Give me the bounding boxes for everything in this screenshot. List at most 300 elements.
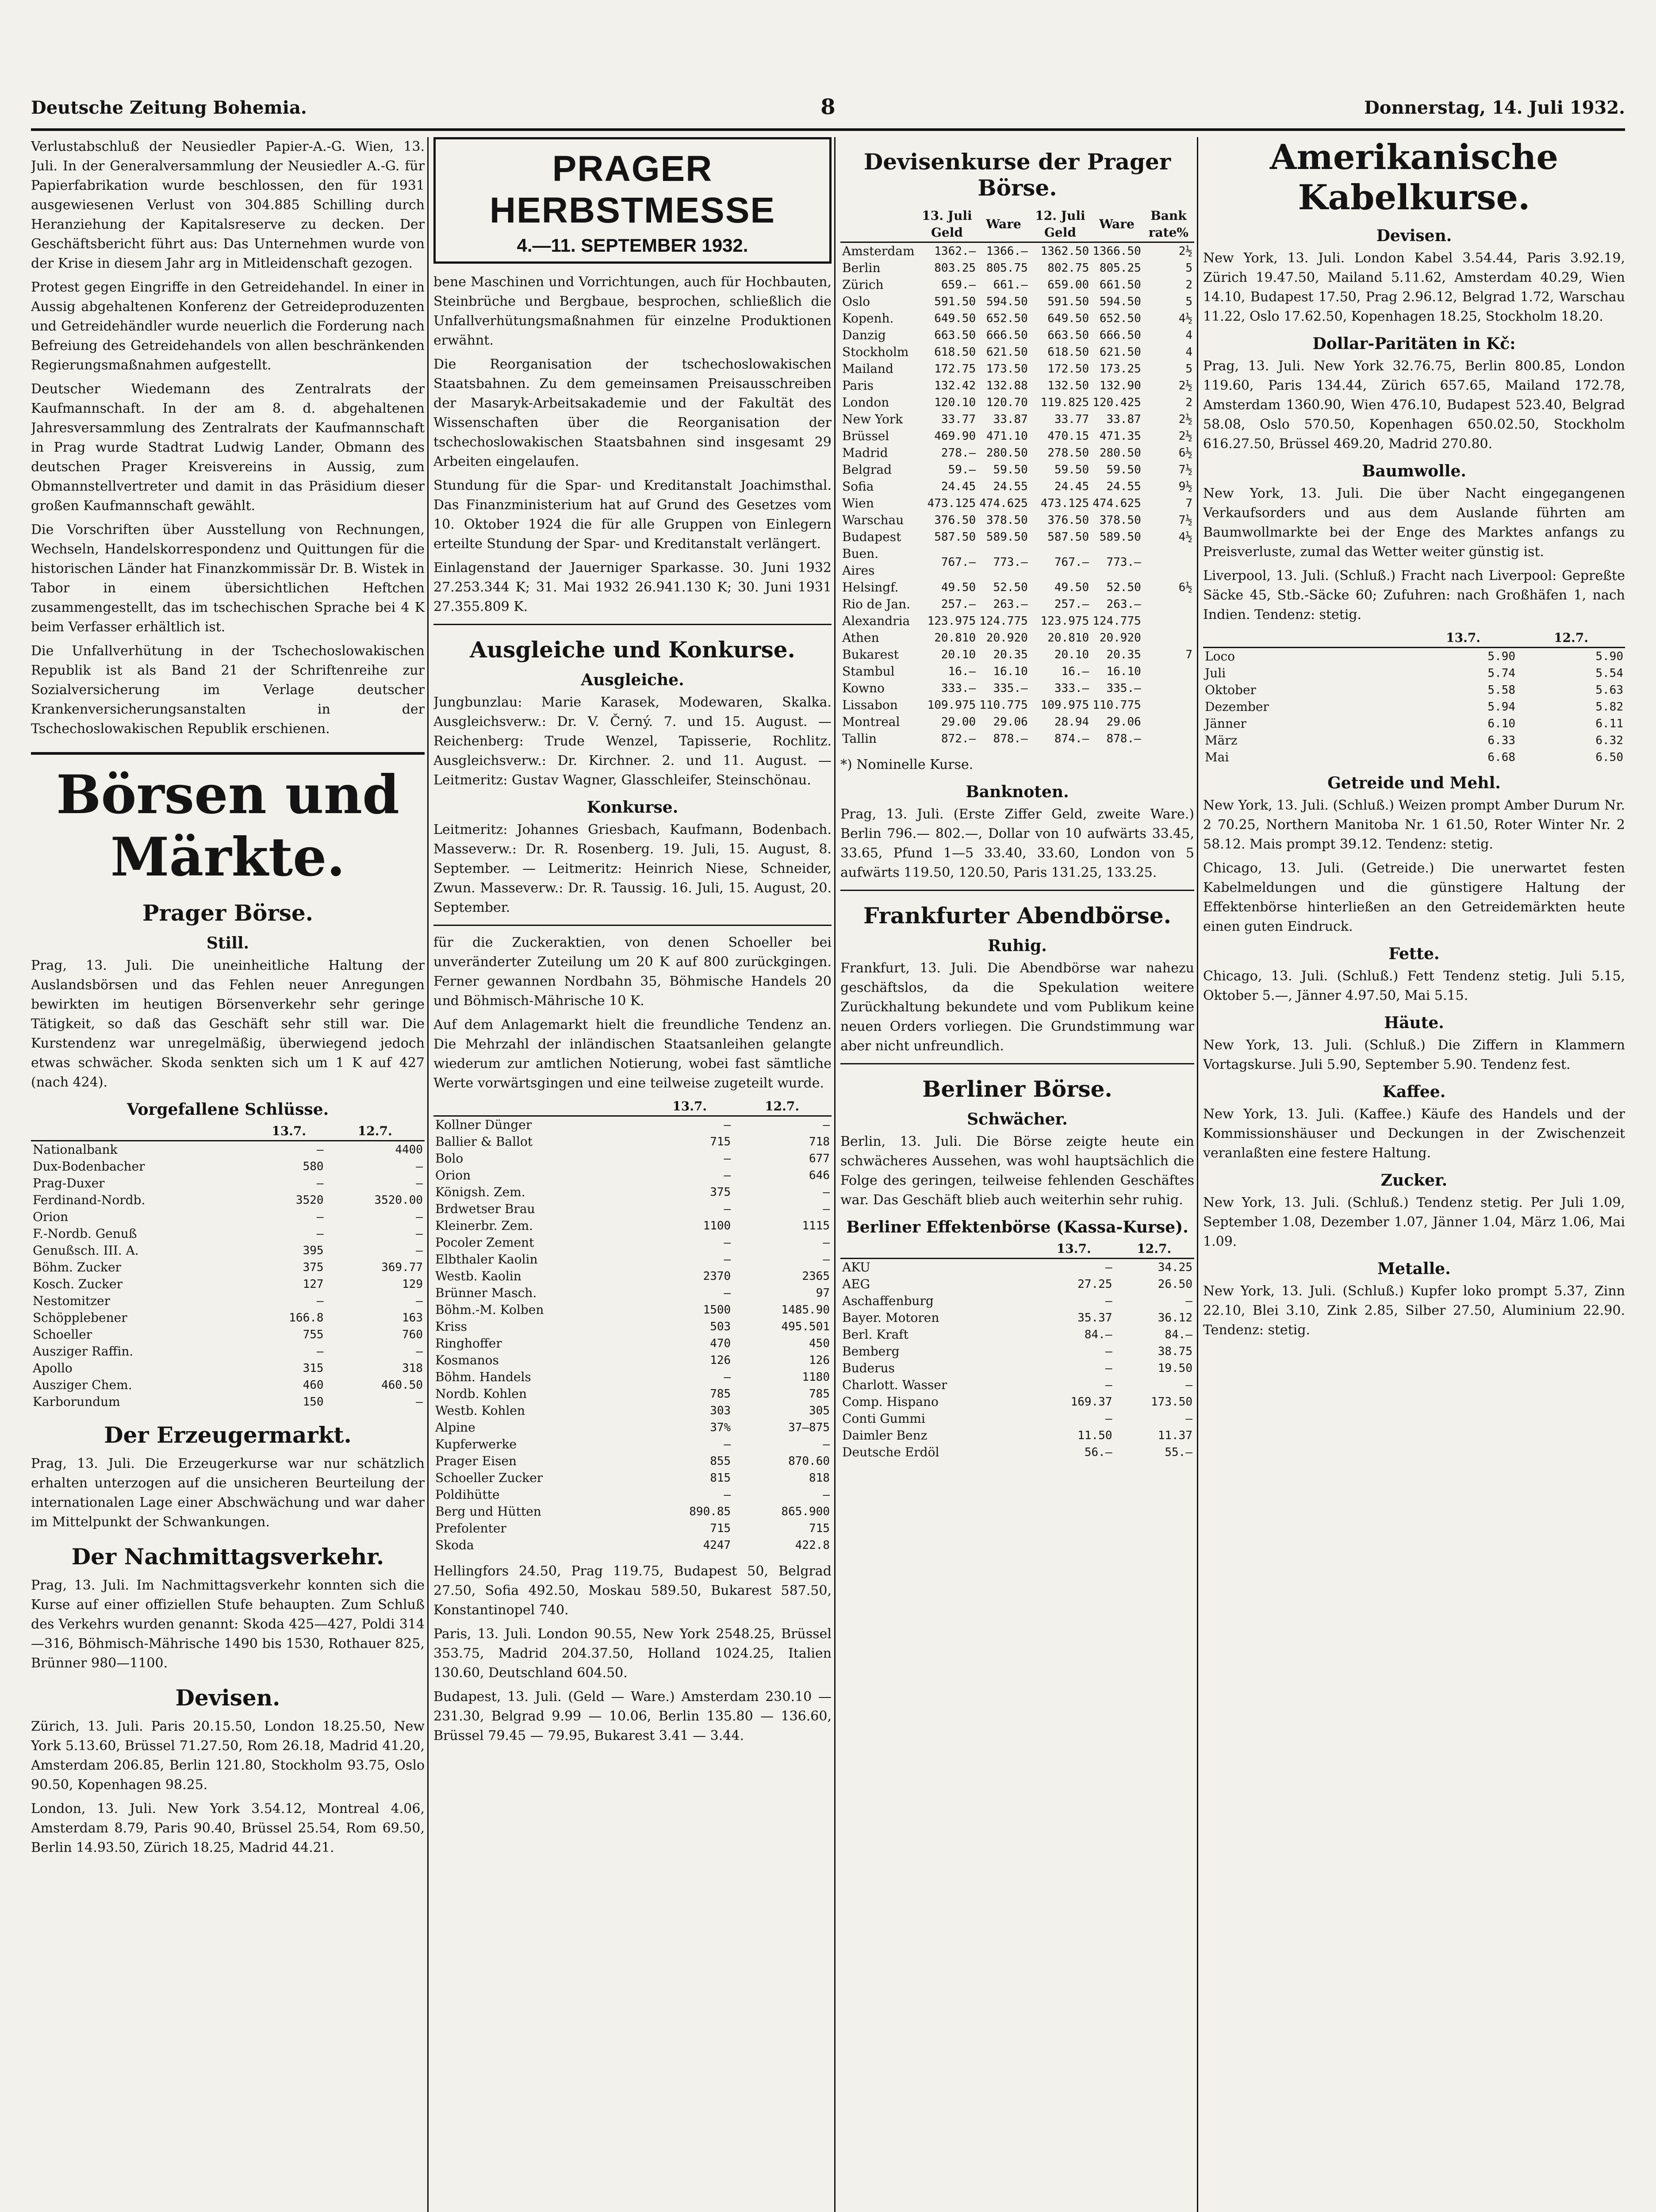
cell-value: 126 — [809, 1354, 830, 1367]
table-row — [840, 1444, 1194, 1461]
table-row — [840, 1394, 1194, 1410]
cell-value: — — [823, 1438, 830, 1451]
cell-name: Loco — [1205, 649, 1235, 664]
cell-value: — — [724, 1253, 731, 1266]
table-row — [31, 1158, 425, 1175]
cell-value: 20.10 — [941, 648, 976, 661]
article-paragraph: Liverpool, 13. Juli. (Schluß.) Fracht nach Liverpool: Gepreßte Säcke 45, Stb.-Säcke 60; Zufuhren: nach Großhäfen 1, nach Indien. Tendenz: stetig. — [1203, 568, 1625, 622]
cell-value: 2½ — [1178, 413, 1192, 426]
article-paragraph: Budapest, 13. Juli. (Geld — Ware.) Amsterdam 230.10 — 231.30, Belgrad 9.99 — 10.06, Berlin 135.80 — 136.60, Brüssel 79.45 — 79.95, Bukarest 3.41 — 3.44. — [433, 1689, 832, 1743]
cell-value: 659.00 — [1047, 278, 1089, 292]
table-heading: Vorgefallene Schlüsse. — [126, 1100, 329, 1119]
cell-value: 474.625 — [1092, 497, 1141, 510]
cell-value: — — [1105, 1379, 1112, 1392]
cell-name: Mai — [1205, 750, 1229, 764]
table-row — [31, 1242, 425, 1259]
cell-value: 257.— — [1054, 598, 1089, 611]
cell-value: 1485.90 — [781, 1303, 830, 1317]
cell-value: 878.— — [993, 732, 1028, 745]
cell-value: 663.50 — [1047, 329, 1089, 342]
cell-value: 4½ — [1178, 530, 1192, 544]
cell-value: 132.50 — [1047, 379, 1089, 392]
cell-value: 11.37 — [1158, 1429, 1192, 1442]
cell-value: — — [416, 1177, 423, 1190]
cell-value: 2 — [1185, 396, 1192, 409]
cell-value: 333.— — [1054, 682, 1089, 695]
cell-value: 120.425 — [1092, 396, 1141, 409]
cell-name: Amsterdam — [842, 244, 915, 258]
cell-value: 805.75 — [986, 261, 1028, 275]
cell-value: 890.85 — [689, 1505, 731, 1518]
cell-name: Madrid — [842, 445, 888, 460]
cell-name: Bemberg — [842, 1344, 900, 1359]
cell-value: 52.50 — [993, 581, 1028, 594]
cell-name: F.-Nordb. Genuß — [33, 1226, 137, 1241]
article-subheading: Still. — [206, 934, 249, 952]
table-row — [840, 630, 1194, 646]
cell-value: 870.60 — [788, 1455, 830, 1468]
cell-value: 166.8 — [289, 1311, 324, 1325]
cell-name: Kupferwerke — [435, 1437, 517, 1452]
cell-value: 37—875 — [788, 1421, 830, 1434]
table-row — [840, 579, 1194, 596]
cell-name: Nationalbank — [33, 1142, 118, 1157]
table-row — [433, 1116, 832, 1134]
cell-value: 263.— — [1106, 598, 1141, 611]
cell-value: 127 — [303, 1278, 324, 1291]
cell-name: Bukarest — [842, 647, 899, 662]
table-row — [433, 1201, 832, 1217]
page-number: 8 — [820, 95, 836, 119]
table-header: 12.7. — [1517, 629, 1625, 648]
article-paragraph: für die Zuckeraktien, von denen Schoeller bei unveränderter Zuteilung um 20 K auf 800 zurückgingen. Ferner gewannen Nordbahn 35, Böhmische Handels 20 und Böhmisch-Mährische 10 K. — [433, 935, 832, 1009]
table-row — [433, 1268, 832, 1285]
cell-value: 805.25 — [1099, 261, 1141, 275]
cell-value: 20.35 — [1106, 648, 1141, 661]
cell-value: — — [823, 1202, 830, 1216]
stock-table — [840, 1240, 1194, 1461]
cell-name: Böhm.-M. Kolben — [435, 1302, 544, 1317]
cell-value: 26.50 — [1158, 1278, 1192, 1291]
cell-value: 378.50 — [986, 514, 1028, 527]
cell-value: — — [1105, 1261, 1112, 1274]
table-header: 13.7. — [1034, 1240, 1114, 1259]
table-row — [840, 445, 1194, 461]
table-row — [31, 1326, 425, 1343]
table-row — [840, 242, 1194, 260]
article-heading: Ausgleiche und Konkurse. — [470, 637, 795, 663]
table-row — [1203, 648, 1625, 665]
cell-value: 773.— — [993, 556, 1028, 569]
cell-name: Orion — [435, 1168, 471, 1183]
cell-value: 767.— — [1054, 556, 1089, 569]
table-row — [31, 1225, 425, 1242]
article-heading: Amerikanische Kabelkurse. — [1269, 137, 1559, 218]
table-header: Ware — [978, 207, 1030, 242]
cell-value: — — [1185, 1294, 1192, 1308]
cell-value: 1180 — [802, 1371, 830, 1384]
cell-name: Prag-Duxer — [33, 1176, 105, 1190]
article-paragraph: Prag, 13. Juli. (Erste Ziffer Geld, zweite Ware.) Berlin 796.— 802.—, Dollar von 10 aufwärts 33.45, 33.65, Pfund 1—5 33.40, 33.60, London von 5 aufwärts 119.50, 120.50, Paris 131.25, 133.25. — [840, 806, 1194, 880]
cell-value: 3520.00 — [374, 1194, 423, 1207]
cell-value: 1362.— — [934, 245, 976, 258]
cell-value: 7½ — [1178, 514, 1192, 527]
article-subheading: Schwächer. — [967, 1110, 1068, 1129]
table-row — [433, 1285, 832, 1302]
cell-value: 589.50 — [1099, 530, 1141, 544]
cell-name: Kopenh. — [842, 311, 894, 326]
cell-value: — — [823, 1236, 830, 1249]
table-header: 13.7. — [1409, 629, 1517, 648]
cell-value: 715 — [809, 1522, 830, 1535]
cell-value: 84.— — [1165, 1328, 1192, 1341]
cell-value: 20.35 — [993, 648, 1028, 661]
cell-value: — — [416, 1395, 423, 1409]
cell-value: 473.125 — [1040, 497, 1089, 510]
cell-name: Schoeller Zucker — [435, 1471, 543, 1485]
cell-value: 460 — [303, 1379, 324, 1392]
cell-value: 6½ — [1178, 581, 1192, 594]
article-paragraph: New York, 13. Juli. (Schluß.) Weizen prompt Amber Durum Nr. 2 70.25, Northern Manitoba Nr. 1 61.50, Roter Winter Nr. 2 58.12. Mais prompt 39.12. Tendenz: stetig. — [1203, 798, 1625, 852]
cell-value: 815 — [710, 1471, 731, 1485]
cell-name: Dux-Bodenbacher — [33, 1159, 145, 1174]
cell-value: 27.25 — [1077, 1278, 1112, 1291]
cell-value: 335.— — [993, 682, 1028, 695]
cell-value: 280.50 — [986, 446, 1028, 460]
cell-value: 24.45 — [1054, 480, 1089, 493]
table-row — [433, 1520, 832, 1537]
cell-value: 376.50 — [934, 514, 976, 527]
cell-value: 110.775 — [1092, 699, 1141, 712]
table-row — [31, 1394, 425, 1410]
table-row — [31, 1259, 425, 1276]
cell-name: Prefolenter — [435, 1521, 506, 1536]
cell-value: — — [316, 1143, 324, 1156]
cell-value: — — [416, 1210, 423, 1224]
cell-value: 470.15 — [1047, 430, 1089, 443]
cell-value: — — [724, 1371, 731, 1384]
cell-value: 460.50 — [381, 1379, 423, 1392]
cell-value: 38.75 — [1158, 1345, 1192, 1358]
cell-name: Oktober — [1205, 683, 1256, 697]
cell-value: 120.70 — [986, 396, 1028, 409]
cell-value: 470 — [710, 1337, 731, 1350]
cell-value: 169.37 — [1070, 1395, 1112, 1409]
table-row — [1203, 665, 1625, 682]
cell-value: 715 — [710, 1522, 731, 1535]
column-3 — [840, 137, 1194, 2212]
cell-name: Rio de Jan. — [842, 597, 911, 611]
cell-value: — — [1105, 1412, 1112, 1425]
cell-name: Jänner — [1205, 716, 1246, 731]
cell-value: — — [724, 1169, 731, 1182]
cell-value — [1143, 630, 1194, 646]
cell-value: 59.50 — [1054, 463, 1089, 476]
column-rule — [834, 137, 836, 2212]
cell-value: 278.— — [941, 446, 976, 460]
cell-value: 661.50 — [1099, 278, 1141, 292]
cell-value: 109.975 — [927, 699, 976, 712]
cell-value: 803.25 — [934, 261, 976, 275]
table-row — [840, 1427, 1194, 1444]
table-row — [840, 293, 1194, 310]
cell-value: 33.87 — [993, 413, 1028, 426]
article-heading: Frankfurter Abendbörse. — [863, 902, 1172, 929]
article-paragraph: New York, 13. Juli. Die über Nacht eingegangenen Verkaufsorders und aus dem Auslande führten am Baumwollmarkte bei der Enge des Marktes anfangs zu Preisverluste, zumal das Wetter weiter günstig ist. — [1203, 486, 1625, 560]
article-paragraph: New York, 13. Juli. (Schluß.) Die Ziffern in Klammern Vortagskurse. Juli 5.90, September 5.90. Tendenz fest. — [1203, 1037, 1625, 1072]
article-paragraph: Prag, 13. Juli. New York 32.76.75, Berlin 800.85, London 119.60, Paris 134.44, Zürich 657.65, Mailand 172.78, Amsterdam 1360.90, Wien 476.10, Budapest 523.40, Belgrad 58.08, Oslo 570.50, Kopenhagen 650.02.50, Stockholm 616.27.50, Brüssel 469.20, Madrid 270.80. — [1203, 358, 1625, 452]
cell-value: — — [823, 1186, 830, 1199]
cell-value: — — [416, 1294, 423, 1308]
table-row — [1203, 699, 1625, 715]
article-heading: Prager Börse. — [142, 900, 314, 926]
cell-value: — — [316, 1345, 324, 1358]
cell-value: — — [416, 1345, 423, 1358]
ad-title: PRAGER HERBSTMESSE — [489, 149, 776, 230]
table-row — [840, 394, 1194, 411]
table-row — [433, 1352, 832, 1369]
article-paragraph: Prag, 13. Juli. Im Nachmittagsverkehr konnten sich die Kurse auf einer offiziellen Stufe behaupten. Zum Schluß des Verkehrs wurden genannt: Skoda 425—427, Poldi 314—316, Böhmisch-Mährische 1490 bis 1530, Rothauer 825, Brünner 980—1100. — [31, 1578, 425, 1671]
table-row — [840, 545, 1194, 579]
table-row — [433, 1386, 832, 1402]
article-heading: Devisen. — [175, 1685, 280, 1711]
cell-value: 124.775 — [1092, 614, 1141, 628]
article-subheading: Ausgleiche. — [581, 671, 684, 689]
cell-value: 20.920 — [986, 631, 1028, 645]
cell-value: — — [724, 1236, 731, 1249]
article-heading: Der Erzeugermarkt. — [104, 1422, 352, 1448]
cell-value: — — [316, 1177, 324, 1190]
cell-value: 20.10 — [1054, 648, 1089, 661]
cell-value: 172.75 — [934, 362, 976, 376]
cell-value: 621.50 — [1099, 346, 1141, 359]
cell-name: Ringhoffer — [435, 1336, 502, 1351]
cell-value: — — [823, 1118, 830, 1132]
cell-name: Charlott. Wasser — [842, 1378, 947, 1392]
article-paragraph: Zürich, 13. Juli. Paris 20.15.50, London 18.25.50, New York 5.13.60, Brüssel 71.27.50, Rom 26.18, Madrid 41.20, Amsterdam 206.85, Berlin 121.80, Stockholm 93.75, Oslo 90.50, Kopenhagen 98.25. — [31, 1719, 425, 1793]
cell-value: 767.— — [941, 556, 976, 569]
article-subheading: Dollar-Paritäten in Kč: — [1312, 334, 1516, 353]
table-row — [433, 1167, 832, 1184]
article-subheading: Getreide und Mehl. — [1327, 774, 1501, 792]
cell-value: 471.10 — [986, 430, 1028, 443]
article-paragraph: Protest gegen Eingriffe in den Getreidehandel. In einer in Aussig abgehaltenen Konferenz der Getreideproduzenten und Getreidehändler wurde neuerlich die Forderung nach Befreiung des Getreidehandels von allen beschränkenden Regierungsmaßnahmen aufgestellt. — [31, 280, 425, 373]
table-row — [840, 663, 1194, 680]
table-row — [840, 327, 1194, 344]
cell-value: 378.50 — [1099, 514, 1141, 527]
cell-value: 855 — [710, 1455, 731, 1468]
cell-name: Bayer. Motoren — [842, 1310, 939, 1325]
cell-value: 11.50 — [1077, 1429, 1112, 1442]
cell-value: 594.50 — [1099, 295, 1141, 308]
table-row — [433, 1318, 832, 1335]
cell-value: 150 — [303, 1395, 324, 1409]
cell-name: AEG — [842, 1277, 870, 1291]
cell-value: 663.50 — [934, 329, 976, 342]
cell-name: Kosmanos — [435, 1353, 499, 1367]
cell-value: 305 — [809, 1404, 830, 1417]
article-subheading: Zucker. — [1380, 1171, 1448, 1190]
cell-name: Westb. Kaolin — [435, 1269, 521, 1283]
cell-name: Kosch. Zucker — [33, 1277, 123, 1291]
article-subheading: Fette. — [1388, 945, 1440, 963]
table-footnote: *) Nominelle Kurse. — [840, 757, 974, 772]
cell-name: Westb. Kohlen — [435, 1403, 525, 1418]
cell-name: Sofia — [842, 479, 874, 494]
table-row — [433, 1453, 832, 1470]
cell-value: — — [416, 1227, 423, 1240]
table-row — [433, 1537, 832, 1554]
cell-name: Comp. Hispano — [842, 1394, 939, 1409]
table-header: Ware — [1091, 207, 1143, 242]
table-row — [433, 1419, 832, 1436]
cell-name: Brüssel — [842, 429, 889, 443]
divider — [840, 890, 1194, 891]
table-row — [31, 1293, 425, 1310]
cell-name: Montreal — [842, 714, 900, 729]
cell-value: 36.12 — [1158, 1311, 1192, 1325]
cell-value: 333.— — [941, 682, 976, 695]
cell-value: 5.54 — [1595, 667, 1623, 680]
cell-value: 335.— — [1106, 682, 1141, 695]
cell-value: 6½ — [1178, 446, 1192, 460]
cell-value: 129 — [402, 1278, 423, 1291]
cell-value: 24.45 — [941, 480, 976, 493]
article-paragraph: Stundung für die Spar- und Kreditanstalt Joachimsthal. Das Finanzministerium hat auf Grund des Gesetzes vom 10. Oktober 1924 die für alle Gruppen von Einlegern erteilte Stundung der Spar- und Kreditanstalt verlängert. — [433, 478, 832, 552]
cell-value: 318 — [402, 1362, 423, 1375]
cell-value: 303 — [710, 1404, 731, 1417]
cell-value: — — [724, 1202, 731, 1216]
cell-name: März — [1205, 733, 1238, 748]
cell-value: 6.33 — [1487, 734, 1516, 747]
table-header: 13.7. — [647, 1098, 732, 1116]
article-paragraph: Prag, 13. Juli. Die Erzeugerkurse war nur schätzlich erhalten unterzogen auf die unsicheren Beurteilung der internationalen Lage einer Abschwächung und war daher im Mittelpunkt der Schwankungen. — [31, 1456, 425, 1530]
table-header: 13. Juli Geld — [916, 207, 978, 242]
cell-value: 29.06 — [993, 715, 1028, 729]
article-paragraph: Paris, 13. Juli. London 90.55, New York 2548.25, Brüssel 353.75, Madrid 204.37.50, Holland 1024.25, Italien 130.60, Deutschland 604.50. — [433, 1626, 832, 1681]
cell-value: 173.50 — [1151, 1395, 1192, 1409]
cell-name: Belgrad — [842, 462, 892, 477]
cell-value: 4247 — [703, 1539, 731, 1552]
article-paragraph: Frankfurt, 13. Juli. Die Abendbörse war nahezu geschäftslos, da die Spekulation weitere Zurückhaltung bekundete und vom Publikum keine neuen Orders vorliegen. Die Grundstimmung war aber nicht unfreundlich. — [840, 960, 1194, 1054]
cell-value: 132.88 — [986, 379, 1028, 392]
table-row — [840, 714, 1194, 730]
cell-value — [1143, 680, 1194, 697]
cell-name: Alpine — [435, 1420, 475, 1435]
table-row — [433, 1150, 832, 1167]
cell-name: Elbthaler Kaolin — [435, 1252, 538, 1267]
cell-value: 1100 — [703, 1219, 731, 1233]
cell-name: Kollner Dünger — [435, 1118, 532, 1132]
advertisement-box — [433, 137, 832, 264]
cell-value: — — [823, 1488, 830, 1502]
article-heading: Der Nachmittagsverkehr. — [71, 1544, 384, 1570]
cell-value: 2½ — [1178, 379, 1192, 392]
cell-name: New York — [842, 412, 903, 426]
article-paragraph: New York, 13. Juli. (Kaffee.) Käufe des Handels und der Kommissionshäuser und Deckungen in der Zwischenzeit veranlaßten eine festere Haltung. — [1203, 1106, 1625, 1161]
table-header — [31, 1122, 253, 1141]
cell-value: 661.— — [993, 278, 1028, 292]
table-row — [840, 1377, 1194, 1394]
table-header: 13.7. — [253, 1122, 326, 1141]
table-row — [1203, 749, 1625, 766]
cell-value: 126 — [710, 1354, 731, 1367]
article-paragraph: Leitmeritz: Johannes Griesbach, Kaufmann, Bodenbach. Masseverw.: Dr. R. Rosenberg. 19. Juli, 15. August, 8. September. — Leitmeritz: Heinrich Niese, Schneider, Zwun. Masseverw.: Dr. R. Taussig. 16. Juli, 15. August, 20. September. — [433, 822, 832, 915]
table-header — [840, 1240, 1034, 1259]
cell-value: 59.50 — [1106, 463, 1141, 476]
cell-value: 16.10 — [993, 665, 1028, 678]
cell-value: 773.— — [1106, 556, 1141, 569]
article-subheading: Konkurse. — [586, 798, 678, 817]
cell-name: Berg und Hütten — [435, 1504, 541, 1519]
cell-value: 6.11 — [1595, 717, 1623, 730]
cell-value: 4 — [1185, 346, 1192, 359]
table-row — [840, 461, 1194, 478]
cell-value: 49.50 — [1054, 581, 1089, 594]
table-header: 12.7. — [1114, 1240, 1194, 1259]
cell-value: 473.125 — [927, 497, 976, 510]
cell-name: AKU — [842, 1260, 870, 1275]
table-row — [31, 1141, 425, 1159]
table-row — [840, 310, 1194, 327]
cell-name: Danzig — [842, 328, 886, 342]
cell-name: Kriss — [435, 1319, 467, 1334]
cell-value: 2370 — [703, 1270, 731, 1283]
cell-name: Ballier & Ballot — [435, 1134, 533, 1149]
table-row — [433, 1217, 832, 1234]
cell-name: Paris — [842, 378, 874, 393]
cell-value: 591.50 — [1047, 295, 1089, 308]
article-paragraph: Hellingfors 24.50, Prag 119.75, Budapest 50, Belgrad 27.50, Sofia 492.50, Moskau 589.50, Bukarest 587.50, Konstantinopel 740. — [433, 1563, 832, 1618]
article-paragraph: New York, 13. Juli. (Schluß.) Kupfer loko prompt 5.37, Zinn 22.10, Blei 3.10, Zink 2.85, Silber 27.50, Aluminium 22.90. Tendenz: stetig. — [1203, 1283, 1625, 1338]
cell-value: — — [823, 1253, 830, 1266]
cell-value: 4400 — [395, 1143, 423, 1156]
cell-value: 172.50 — [1047, 362, 1089, 376]
cell-name: Zürich — [842, 277, 884, 292]
table-row — [840, 428, 1194, 445]
cell-name: Schöpplebener — [33, 1310, 127, 1325]
cell-value — [1143, 545, 1194, 579]
cell-name: Bolo — [435, 1151, 464, 1166]
table-header: 12. Juli Geld — [1030, 207, 1091, 242]
cell-name: Mailand — [842, 361, 893, 376]
article-subheading: Häute. — [1384, 1014, 1444, 1032]
cell-value: 263.— — [993, 598, 1028, 611]
cell-value: 2365 — [802, 1270, 830, 1283]
cell-name: Helsingf. — [842, 580, 899, 595]
cell-value: — — [1185, 1412, 1192, 1425]
table-row — [840, 361, 1194, 377]
cell-value: 2½ — [1178, 430, 1192, 443]
cell-name: Athen — [842, 630, 879, 645]
cell-value: 28.94 — [1054, 715, 1089, 729]
stock-table — [31, 1122, 425, 1410]
cell-name: Kowno — [842, 681, 885, 695]
cell-name: Karborundum — [33, 1394, 120, 1409]
table-row — [433, 1335, 832, 1352]
cell-value: 649.50 — [934, 312, 976, 325]
table-row — [31, 1192, 425, 1209]
cell-name: London — [842, 395, 889, 410]
cell-value: 20.810 — [934, 631, 976, 645]
cell-name: Pocoler Zement — [435, 1235, 534, 1250]
cell-value: 503 — [710, 1320, 731, 1333]
article-paragraph: Chicago, 13. Juli. (Getreide.) Die unerwartet festen Kabelmeldungen und die günstigere Haltung der Effektenbörse hinterließen an den Getreidemärkten heute einen guten Eindruck. — [1203, 860, 1625, 934]
cell-value: 33.77 — [941, 413, 976, 426]
cell-value: 4 — [1185, 329, 1192, 342]
cell-value: 109.975 — [1040, 699, 1089, 712]
cell-value: 280.50 — [1099, 446, 1141, 460]
